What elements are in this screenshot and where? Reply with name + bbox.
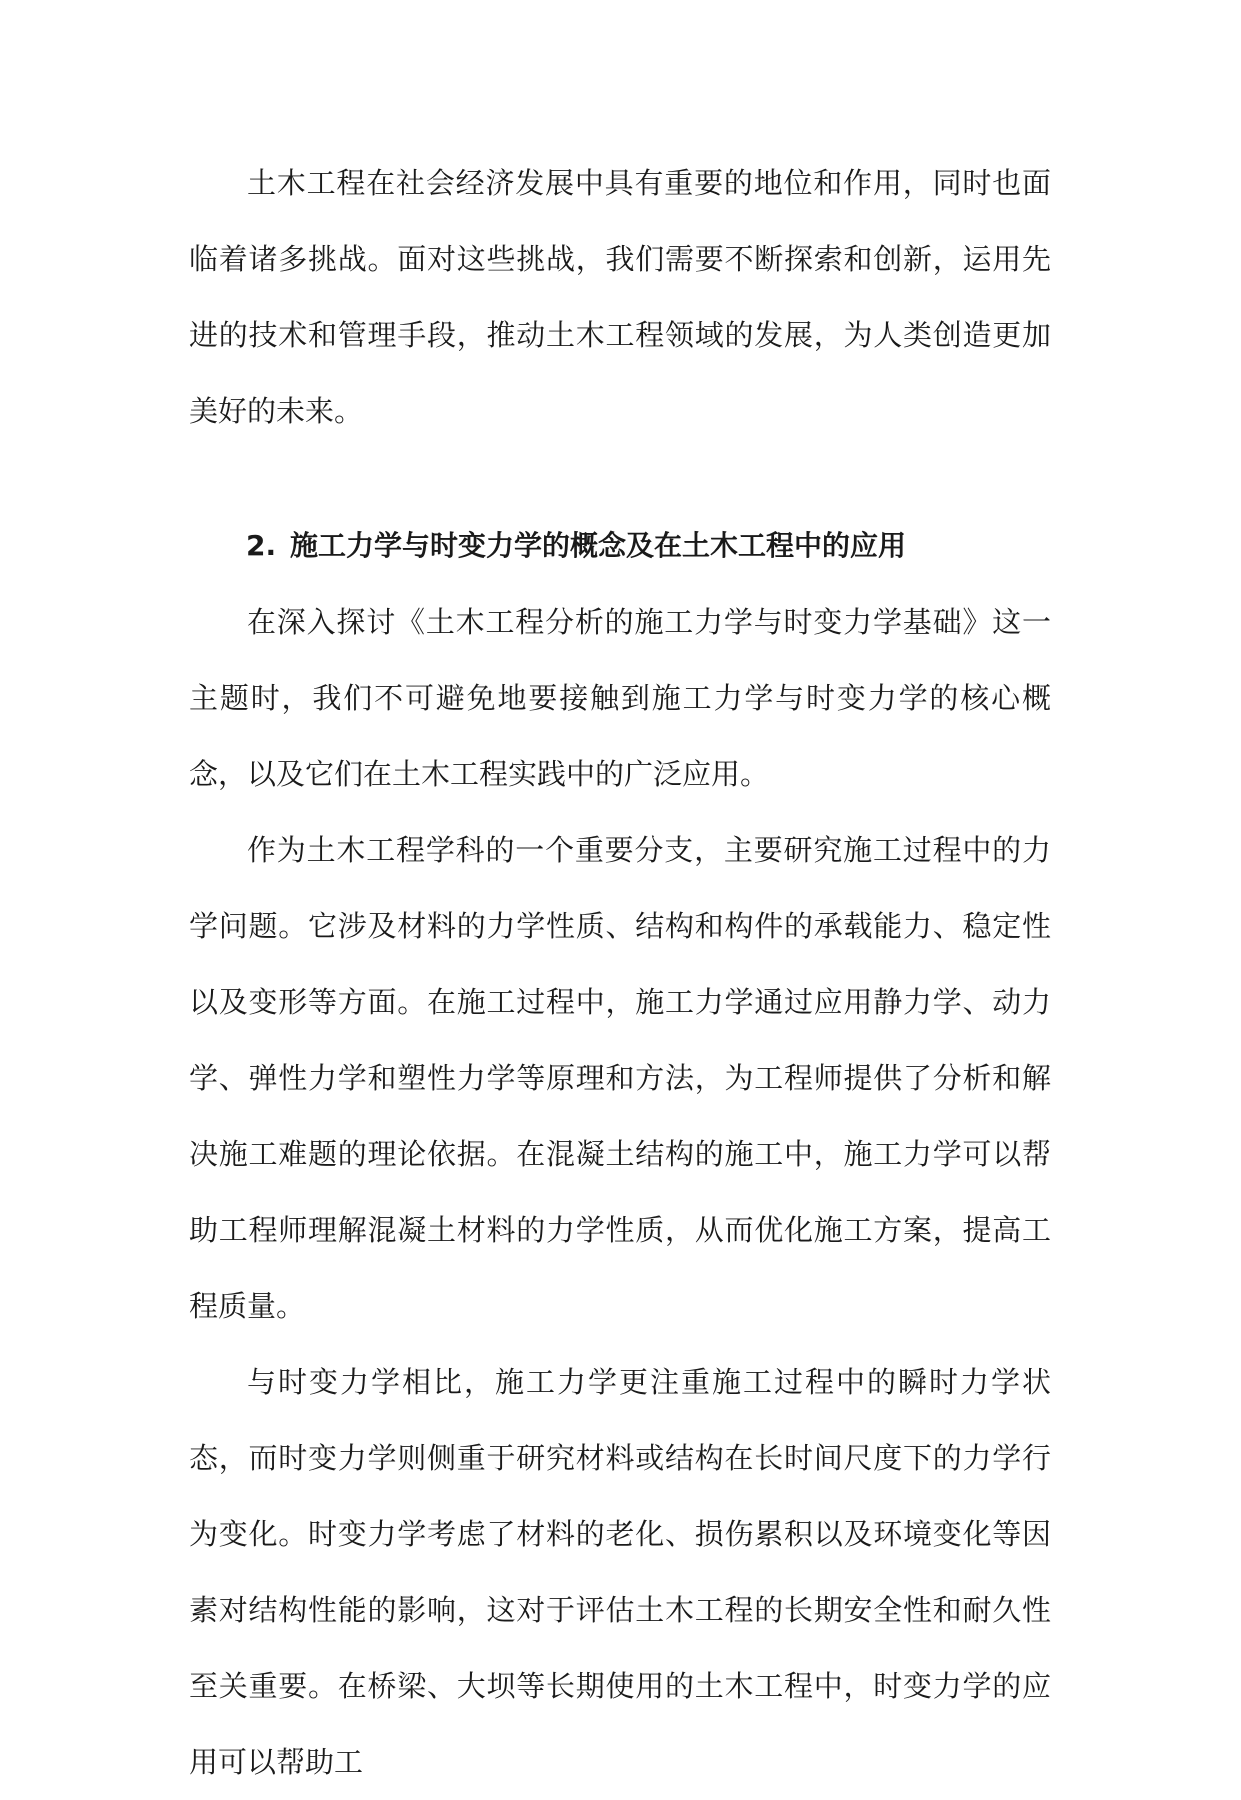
section-title: 施工力学与时变力学的概念及在土木工程中的应用 [290,529,907,562]
paragraph-intro-conclusion: 土木工程在社会经济发展中具有重要的地位和作用，同时也面临着诸多挑战。面对这些挑战，我们需要不断探索和创新，运用先进的技术和管理手段，推动土木工程领域的发展，为人类创造更加美好的未来。 [189,166,1051,428]
paragraph-construction-mechanics: 作为土木工程学科的一个重要分支，主要研究施工过程中的力学问题。它涉及材料的力学性质、结构和构件的承载能力、稳定性以及变形等方面。在施工过程中，施工力学通过应用静力学、动力学、弹性力学和塑性力学等原理和方法，为工程师提供了分析和解决施工难题的理论依据。在混凝土结构的施工中，施工力学可以帮助工程师理解混凝土材料的力学性质，从而优化施工方案，提高工程质量。 [189,833,1051,1323]
section-heading [189,508,1051,584]
section-number: 2. [246,529,277,562]
paragraph-time-varying-mechanics: 与时变力学相比，施工力学更注重施工过程中的瞬时力学状态，而时变力学则侧重于研究材料或结构在长时间尺度下的力学行为变化。时变力学考虑了材料的老化、损伤累积以及环境变化等因素对结构性能的影响，这对于评估土木工程的长期安全性和耐久性至关重要。在桥梁、大坝等长期使用的土木工程中，时变力学的应用可以帮助工 [189,1365,1051,1779]
paragraph-topic-intro: 在深入探讨《土木工程分析的施工力学与时变力学基础》这一主题时，我们不可避免地要接触到施工力学与时变力学的核心概念，以及它们在土木工程实践中的广泛应用。 [189,605,1051,791]
document-body [189,145,1051,1800]
